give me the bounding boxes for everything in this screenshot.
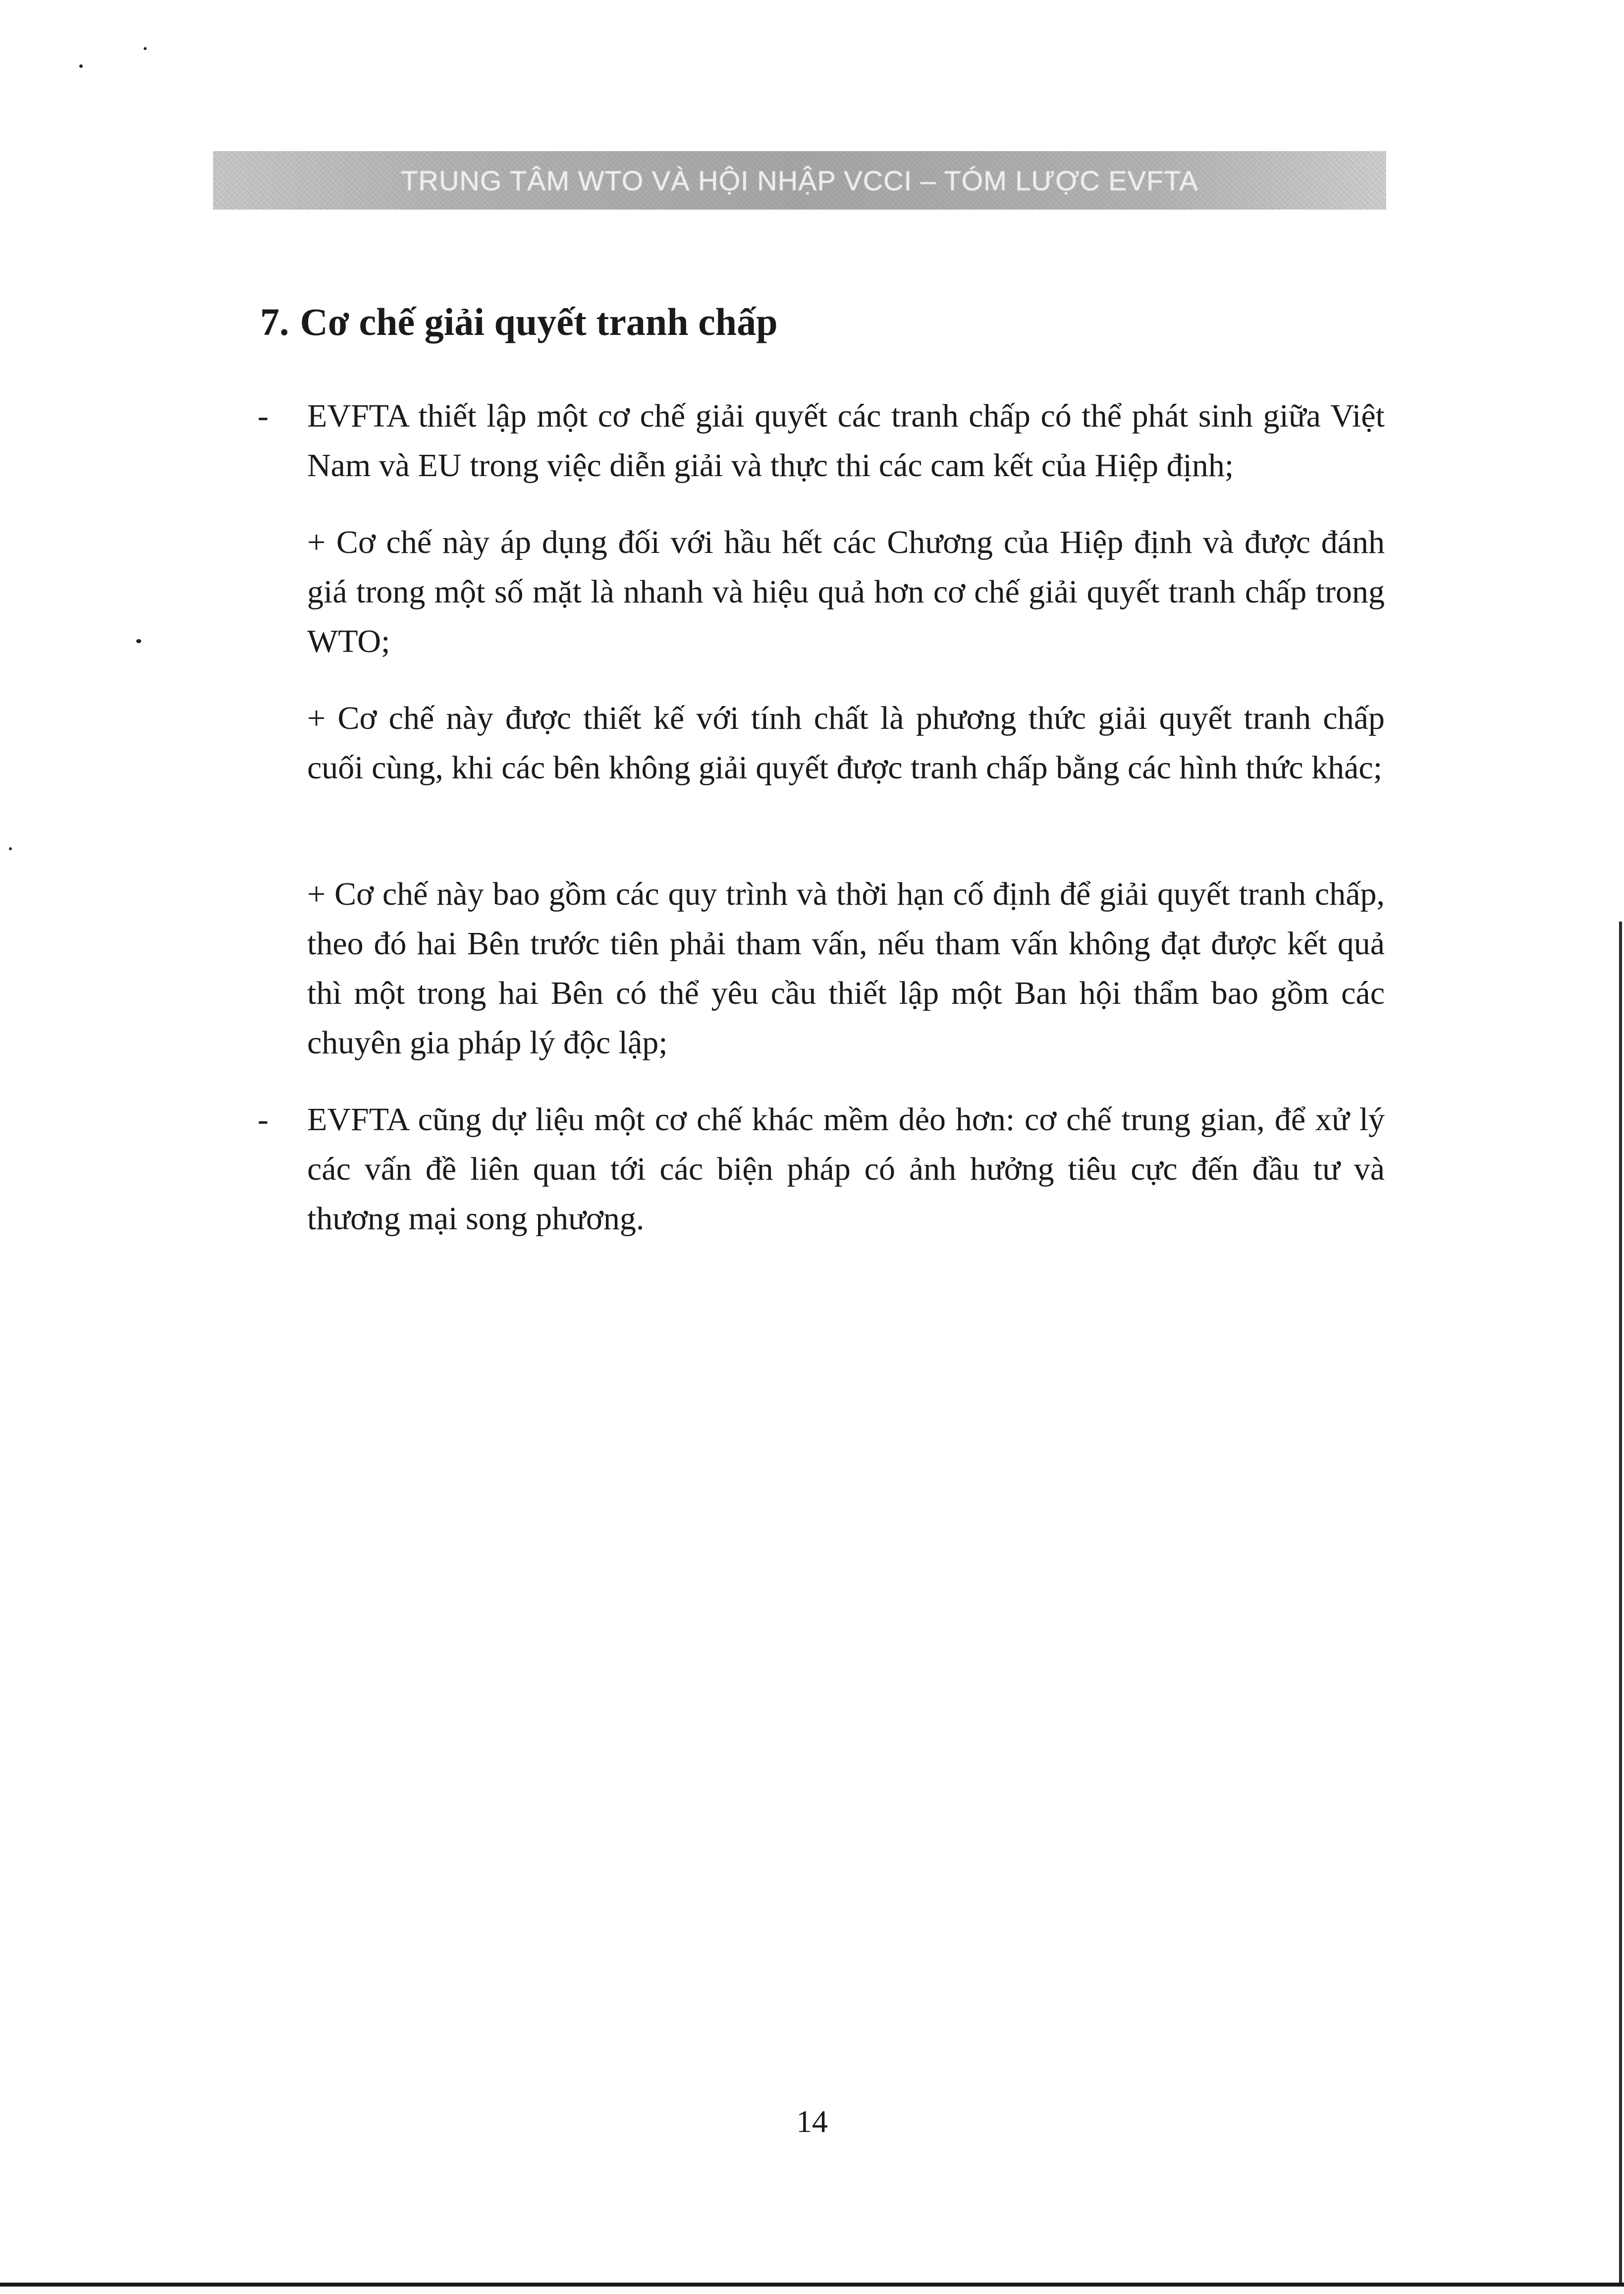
header-banner xyxy=(213,151,1386,210)
sub-point: + Cơ chế này được thiết kế với tính chất là phương thức giải quyết tranh chấp cuối cùng, khi các bên không giải quyết được tranh chấp bằng các hình thức khác; xyxy=(307,700,1385,786)
bullet-text: EVFTA cũng dự liệu một cơ chế khác mềm dẻo hơn: cơ chế trung gian, để xử lý các vấn đề liên quan tới các biện pháp có ảnh hưởng tiêu cực đến đầu tư và thương mại song phương. xyxy=(307,1101,1385,1237)
scan-bottom-line xyxy=(0,2283,1624,2287)
scan-speck xyxy=(144,47,147,50)
sub-point: + Cơ chế này bao gồm các quy trình và thời hạn cố định để giải quyết tranh chấp, theo đó hai Bên trước tiên phải tham vấn, nếu tham vấn không đạt được kết quả thì một trong hai Bên có thể yêu cầu thiết lập một Ban hội thẩm bao gồm các chuyên gia pháp lý độc lập; xyxy=(307,876,1385,1061)
bullet-text: EVFTA thiết lập một cơ chế giải quyết các tranh chấp có thể phát sinh giữa Việt Nam và EU trong việc diễn giải và thực thi các cam kết của Hiệp định; xyxy=(307,398,1385,484)
scan-speck xyxy=(9,847,12,850)
header-banner-text: TRUNG TÂM WTO VÀ HỘI NHẬP VCCI – TÓM LƯỢC EVFTA xyxy=(401,164,1198,196)
section-number: 7. xyxy=(260,300,289,343)
scan-speck xyxy=(136,639,141,643)
bullet-marker: - xyxy=(258,1101,269,1138)
bullet-marker: - xyxy=(258,398,269,434)
scan-edge-line xyxy=(1619,922,1622,2284)
sub-point: + Cơ chế này áp dụng đối với hầu hết các Chương của Hiệp định và được đánh giá trong một số mặt là nhanh và hiệu quả hơn cơ chế giải quyết tranh chấp trong WTO; xyxy=(307,524,1385,659)
section-heading xyxy=(260,300,778,344)
page-number: 14 xyxy=(796,2104,828,2139)
scan-speck xyxy=(79,64,83,68)
section-title: Cơ chế giải quyết tranh chấp xyxy=(300,300,778,343)
